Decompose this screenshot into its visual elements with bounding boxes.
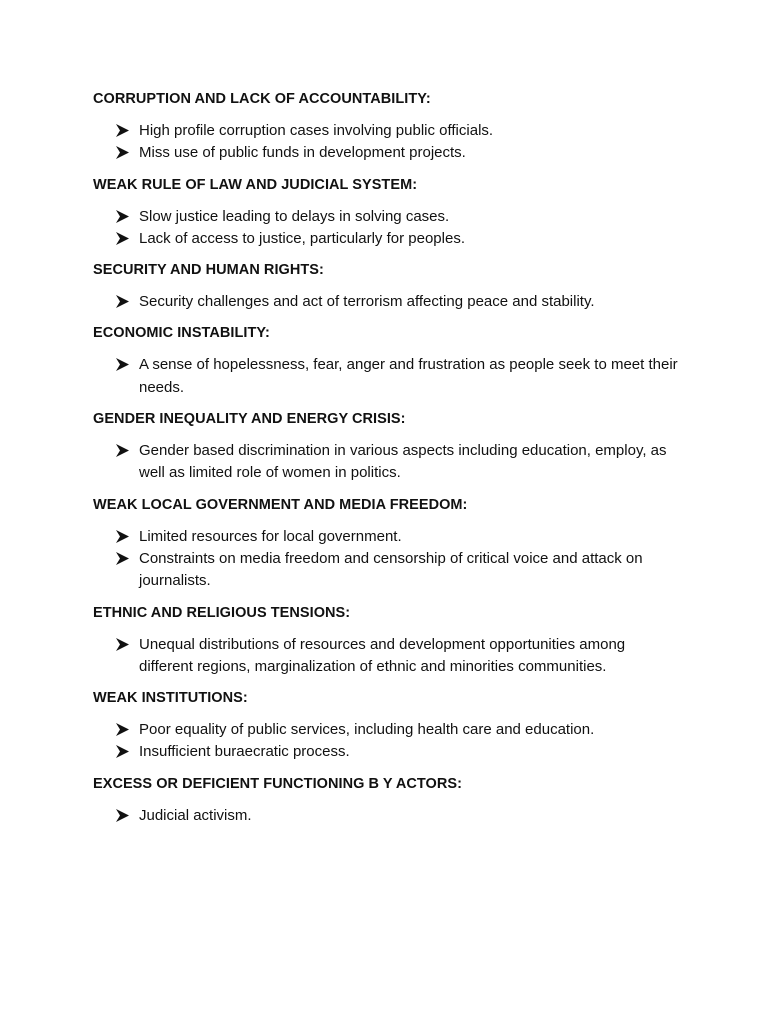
- section-heading: EXCESS OR DEFICIENT FUNCTIONING B Y ACTORS:: [93, 775, 462, 792]
- bullet-list: [93, 206, 678, 251]
- arrowhead-bullet-icon: [116, 124, 129, 137]
- bullet-list: [93, 526, 678, 593]
- bullet-item: [93, 741, 678, 763]
- bullet-list: [93, 634, 678, 679]
- arrowhead-bullet-icon: [116, 745, 129, 758]
- bullet-text: Lack of access to justice, particularly for peoples.: [139, 229, 465, 247]
- section-security: [93, 259, 678, 313]
- bullet-item: [93, 291, 678, 313]
- bullet-list: [93, 805, 678, 827]
- bullet-item: [93, 719, 678, 741]
- arrowhead-bullet-icon: [116, 638, 129, 651]
- bullet-text: Judicial activism.: [139, 806, 252, 824]
- arrowhead-bullet-icon: [116, 232, 129, 245]
- section-economic: [93, 322, 678, 399]
- section-heading: CORRUPTION AND LACK OF ACCOUNTABILITY:: [93, 91, 431, 107]
- bullet-list: [93, 440, 678, 485]
- bullet-text: Unequal distributions of resources and development opportunities among different regions, marginalization of ethnic and minorities communities.: [139, 635, 626, 675]
- bullet-item: [93, 120, 678, 142]
- arrowhead-bullet-icon: [116, 723, 129, 736]
- arrowhead-bullet-icon: [116, 295, 129, 308]
- section-gender: [93, 408, 678, 485]
- section-heading: WEAK INSTITUTIONS:: [93, 690, 248, 707]
- bullet-list: [93, 291, 678, 313]
- bullet-item: [93, 354, 678, 399]
- bullet-text: Gender based discrimination in various aspects including education, employ, as well as limited role of women in politics.: [139, 442, 667, 482]
- arrowhead-bullet-icon: [116, 530, 129, 543]
- bullet-text: Slow justice leading to delays in solving cases.: [139, 207, 450, 225]
- arrowhead-bullet-icon: [116, 146, 129, 159]
- bullet-item: [93, 206, 678, 228]
- bullet-text: Insufficient buraecratic process.: [139, 743, 350, 761]
- section-rule-of-law: [93, 174, 678, 251]
- section-corruption: [93, 88, 678, 165]
- section-actors: [93, 773, 678, 827]
- section-heading: GENDER INEQUALITY AND ENERGY CRISIS:: [93, 411, 406, 428]
- bullet-text: High profile corruption cases involving public officials.: [139, 122, 494, 139]
- bullet-text: Miss use of public funds in development projects.: [139, 144, 466, 162]
- bullet-text: Poor equality of public services, including health care and education.: [139, 721, 595, 739]
- bullet-text: A sense of hopelessness, fear, anger and frustration as people seek to meet their needs.: [139, 356, 678, 396]
- section-heading: ECONOMIC INSTABILITY:: [93, 325, 270, 342]
- section-heading: SECURITY AND HUMAN RIGHTS:: [93, 262, 324, 279]
- arrowhead-bullet-icon: [116, 358, 129, 371]
- arrowhead-bullet-icon: [116, 210, 129, 223]
- section-heading: WEAK RULE OF LAW AND JUDICIAL SYSTEM:: [93, 176, 418, 193]
- bullet-item: [93, 526, 678, 548]
- bullet-list: [93, 120, 678, 165]
- bullet-item: [93, 805, 678, 827]
- section-institutions: [93, 687, 678, 764]
- section-ethnic: [93, 602, 678, 679]
- bullet-item: [93, 634, 678, 679]
- bullet-text: Security challenges and act of terrorism affecting peace and stability.: [139, 293, 595, 311]
- section-local-government: [93, 494, 678, 593]
- bullet-item: [93, 548, 678, 593]
- bullet-text: Constraints on media freedom and censorship of critical voice and attack on journalists.: [139, 549, 643, 590]
- arrowhead-bullet-icon: [116, 552, 129, 565]
- bullet-text: Limited resources for local government.: [139, 527, 402, 545]
- bullet-item: [93, 228, 678, 250]
- bullet-list: [93, 719, 678, 764]
- arrowhead-bullet-icon: [116, 444, 129, 457]
- section-heading: ETHNIC AND RELIGIOUS TENSIONS:: [93, 604, 351, 621]
- arrowhead-bullet-icon: [116, 809, 129, 822]
- bullet-item: [93, 142, 678, 164]
- bullet-list: [93, 354, 678, 399]
- section-heading: WEAK LOCAL GOVERNMENT AND MEDIA FREEDOM:: [93, 496, 468, 513]
- bullet-item: [93, 440, 678, 485]
